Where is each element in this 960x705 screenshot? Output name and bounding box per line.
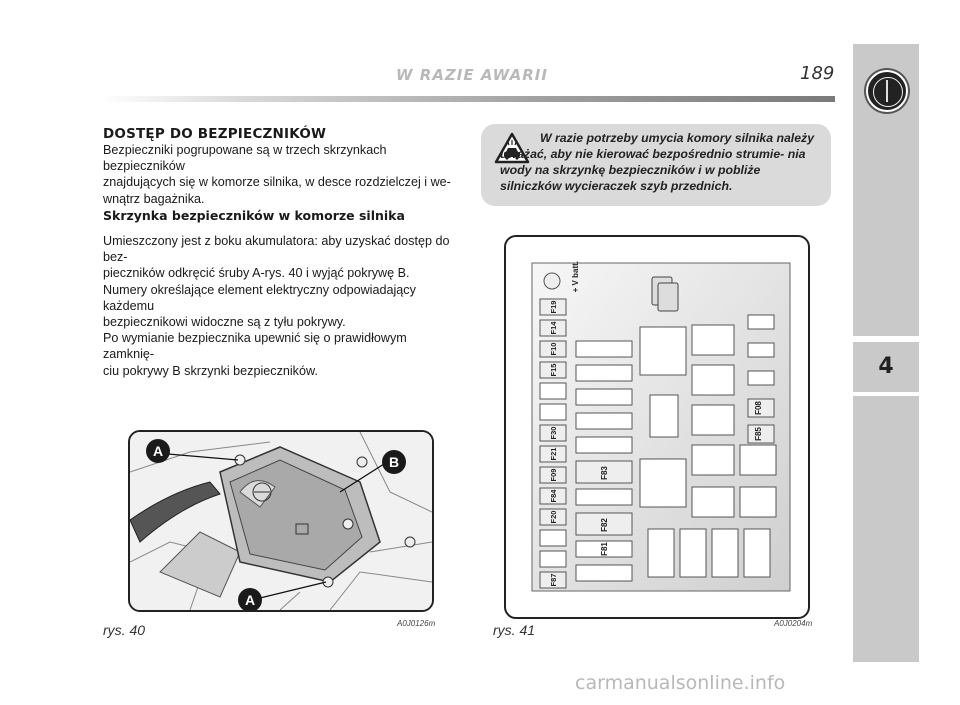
figure-40-illustration [128, 430, 434, 612]
side-tab-bottom [853, 396, 919, 662]
fuse-label: F30 [549, 426, 558, 440]
fuse-label: F19 [549, 300, 558, 314]
body-paragraph [103, 233, 458, 379]
figure-40-code: A0J0126m [397, 619, 436, 628]
figure-41-fuse-layout [504, 235, 810, 619]
body-line: ciu pokrywy B skrzynki bezpieczników. [103, 363, 318, 378]
header-rule [100, 96, 835, 102]
subheading: Skrzynka bezpieczników w komorze silnika [103, 208, 405, 223]
fuse-label: F20 [549, 510, 558, 524]
section-title: W RAZIE AWARII [396, 66, 548, 84]
fuse-box-cover-drawing [130, 432, 432, 610]
figure-40-caption: rys. 40 [103, 622, 146, 638]
fuse-label: F21 [549, 447, 558, 461]
fuse-label: F10 [549, 342, 558, 356]
fuse-label-f85: F85 [754, 427, 763, 441]
fuse-label-f83: F83 [600, 466, 609, 480]
callout-a-bottom: A [244, 592, 256, 608]
body-line: Numery określające element elektryczny odpowiadający każdemu [103, 282, 416, 313]
intro-line: znajdujących się w komorze silnika, w desce rozdzielczej i we- [103, 175, 451, 190]
fuse-label-f81: F81 [600, 542, 609, 556]
body-line: pieczników odkręcić śruby A-rys. 40 i wyjąć pokrywę B. [103, 266, 410, 281]
fuse-box-diagram [506, 237, 808, 617]
fuse-label: F15 [549, 363, 558, 377]
watermark: carmanualsonline.info [575, 672, 786, 694]
fuse-label: F84 [549, 489, 558, 503]
warning-line: uważać, aby nie kierować bezpośrednio strumie- [500, 147, 785, 161]
callout-b: B [388, 454, 400, 470]
fuse-slot [540, 530, 566, 546]
battery-label: + V batt. [571, 261, 580, 293]
fuse-label: F87 [549, 573, 558, 587]
figure-41-caption: rys. 41 [493, 622, 536, 638]
intro-line: wnątrz bagażnika. [103, 191, 205, 206]
alfa-romeo-logo-icon [866, 70, 908, 112]
intro-line: Bezpieczniki pogrupowane są w trzech skrzynkach bezpieczników [103, 143, 387, 174]
fuse-label-f82: F82 [600, 518, 609, 532]
warning-line: silniczków wycieraczek szyb przednich. [500, 179, 733, 193]
warning-line: W razie potrzeby umycia komory silnika należy [540, 131, 815, 145]
page-number: 189 [800, 63, 835, 84]
body-line: Po wymianie bezpiecznika upewnić się o prawidłowym zamknię- [103, 331, 407, 362]
callout-a-top: A [152, 443, 164, 459]
figure-41-code: A0J0204m [774, 619, 813, 628]
section-heading: DOSTĘP DO BEZPIECZNIKÓW [103, 126, 327, 142]
fuse-label: F09 [549, 468, 558, 482]
fuse-slot [540, 383, 566, 399]
body-line: Umieszczony jest z boku akumulatora: aby uzyskać dostęp do bez- [103, 234, 450, 265]
warning-text [500, 130, 825, 194]
fuse-label: F14 [549, 321, 558, 335]
warning-line: nia wody na skrzynkę bezpieczników i w pobliże [500, 147, 806, 177]
fuse-label-f08: F08 [754, 401, 763, 415]
fuse-slot [540, 404, 566, 420]
chapter-number: 4 [878, 354, 894, 379]
intro-paragraph [103, 142, 458, 207]
body-line: bezpiecznikowi widoczne są z tyłu pokrywy. [103, 315, 346, 330]
fuse-slot [540, 551, 566, 567]
